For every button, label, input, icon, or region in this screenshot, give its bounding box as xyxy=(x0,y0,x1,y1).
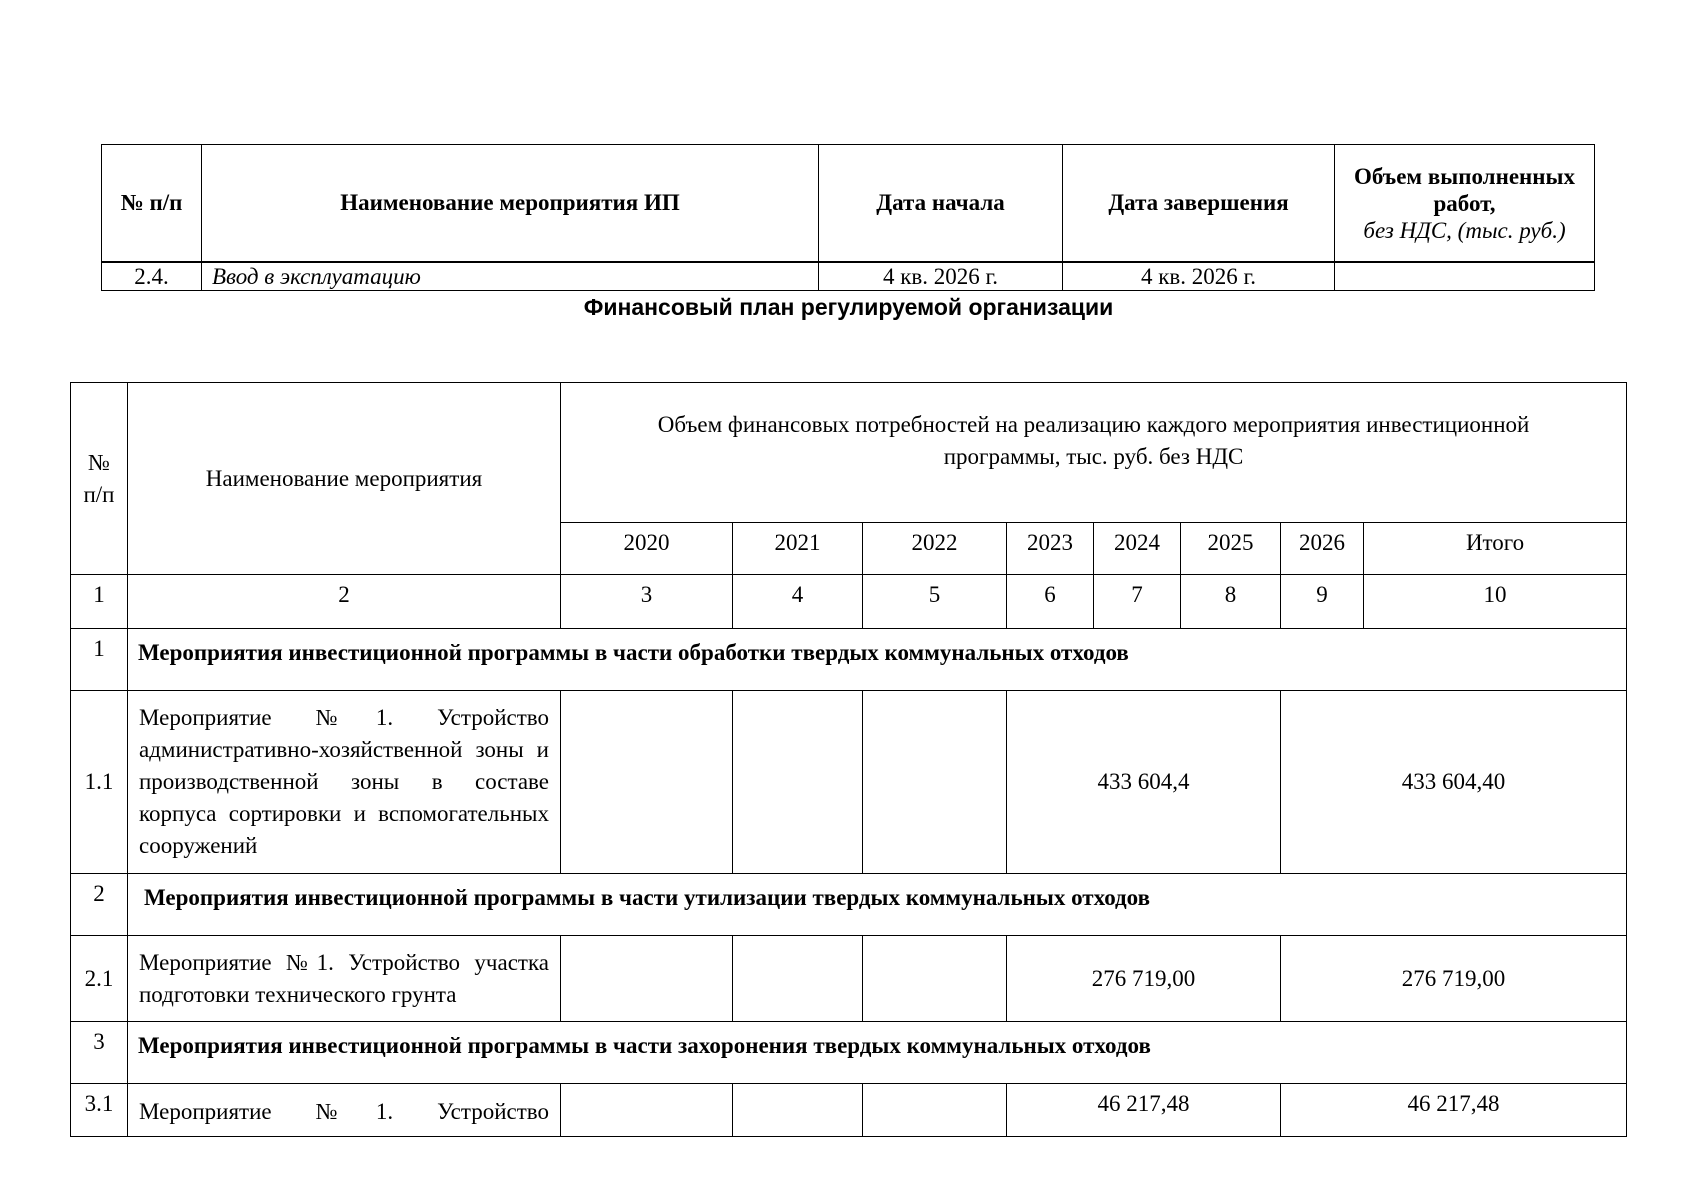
item-name: Мероприятие №1. Устройство участка подготовки технического грунта xyxy=(128,936,561,1022)
item-2021 xyxy=(733,691,863,874)
investment-measures-table xyxy=(101,144,1595,291)
header-volume-line2: работ, xyxy=(1433,190,1496,216)
row-num: 2.4. xyxy=(102,262,202,291)
col-number: 10 xyxy=(1364,575,1627,629)
header-num: № п/п xyxy=(71,383,128,575)
item-2020 xyxy=(561,691,733,874)
page-title: Финансовый план регулируемой организации xyxy=(583,294,1114,320)
item-num: 3.1 xyxy=(71,1084,128,1137)
item-2022 xyxy=(863,691,1007,874)
item-2020 xyxy=(561,936,733,1022)
header-year-2026: 2026 xyxy=(1281,523,1364,575)
col-number: 7 xyxy=(1094,575,1181,629)
item-total: 276 719,00 xyxy=(1281,936,1627,1022)
row-start-date: 4 кв. 2026 г. xyxy=(819,262,1063,291)
header-year-2022: 2022 xyxy=(863,523,1007,575)
column-number-row xyxy=(71,575,1627,629)
col-number: 2 xyxy=(128,575,561,629)
col-number: 1 xyxy=(71,575,128,629)
header-year-2020: 2020 xyxy=(561,523,733,575)
header-volume-line1: Объем выполненных xyxy=(1353,163,1575,189)
section-num: 1 xyxy=(71,629,128,691)
section-row xyxy=(71,1022,1627,1084)
header-total: Итого xyxy=(1364,523,1627,575)
item-total: 46 217,48 xyxy=(1281,1084,1627,1137)
section-row xyxy=(71,874,1627,936)
header-name: Наименование мероприятия ИП xyxy=(202,145,819,263)
table-header-row xyxy=(102,145,1595,263)
header-start-date: Дата начала xyxy=(819,145,1063,263)
section-title: Мероприятия инвестиционной программы в части обработки твердых коммунальных отходов xyxy=(128,629,1627,691)
header-volume: Объем финансовых потребностей на реализацию каждого мероприятия инвестиционной программы, тыс. руб. без НДС xyxy=(561,383,1627,523)
item-value: 276 719,00 xyxy=(1007,936,1281,1022)
header-volume xyxy=(1335,145,1595,263)
header-num: № п/п xyxy=(102,145,202,263)
header-end-date: Дата завершения xyxy=(1063,145,1335,263)
item-value: 433 604,4 xyxy=(1007,691,1281,874)
section-num: 3 xyxy=(71,1022,128,1084)
header-year-2023: 2023 xyxy=(1007,523,1094,575)
section-title: Мероприятия инвестиционной программы в части утилизации твердых коммунальных отходов xyxy=(128,874,1627,936)
table-row xyxy=(71,1084,1627,1137)
header-year-2025: 2025 xyxy=(1181,523,1281,575)
item-total: 433 604,40 xyxy=(1281,691,1627,874)
financial-plan-table xyxy=(70,382,1627,1137)
item-name: Мероприятие №1. Устройство административно-хозяйственной зоны и производственной зоны в составе корпуса сортировки и вспомогательных сооружений xyxy=(128,691,561,874)
table-row xyxy=(71,691,1627,874)
row-name: Ввод в эксплуатацию xyxy=(202,262,819,291)
header-row-top xyxy=(71,383,1627,523)
item-num: 2.1 xyxy=(71,936,128,1022)
item-2022 xyxy=(863,936,1007,1022)
section-row xyxy=(71,629,1627,691)
col-number: 8 xyxy=(1181,575,1281,629)
table-row xyxy=(102,262,1595,291)
header-volume-line3: без НДС, (тыс. руб.) xyxy=(1363,217,1566,243)
table-row xyxy=(71,936,1627,1022)
item-value: 46 217,48 xyxy=(1007,1084,1281,1137)
col-number: 3 xyxy=(561,575,733,629)
section-title: Мероприятия инвестиционной программы в части захоронения твердых коммунальных отходов xyxy=(128,1022,1627,1084)
item-2021 xyxy=(733,936,863,1022)
row-end-date: 4 кв. 2026 г. xyxy=(1063,262,1335,291)
item-2021 xyxy=(733,1084,863,1137)
header-year-2021: 2021 xyxy=(733,523,863,575)
item-name: Мероприятие №1. Устройство xyxy=(128,1084,561,1137)
col-number: 6 xyxy=(1007,575,1094,629)
col-number: 4 xyxy=(733,575,863,629)
item-num: 1.1 xyxy=(71,691,128,874)
col-number: 9 xyxy=(1281,575,1364,629)
col-number: 5 xyxy=(863,575,1007,629)
header-name: Наименование мероприятия xyxy=(128,383,561,575)
item-2020 xyxy=(561,1084,733,1137)
section-num: 2 xyxy=(71,874,128,936)
item-2022 xyxy=(863,1084,1007,1137)
row-volume xyxy=(1335,262,1595,291)
header-year-2024: 2024 xyxy=(1094,523,1181,575)
